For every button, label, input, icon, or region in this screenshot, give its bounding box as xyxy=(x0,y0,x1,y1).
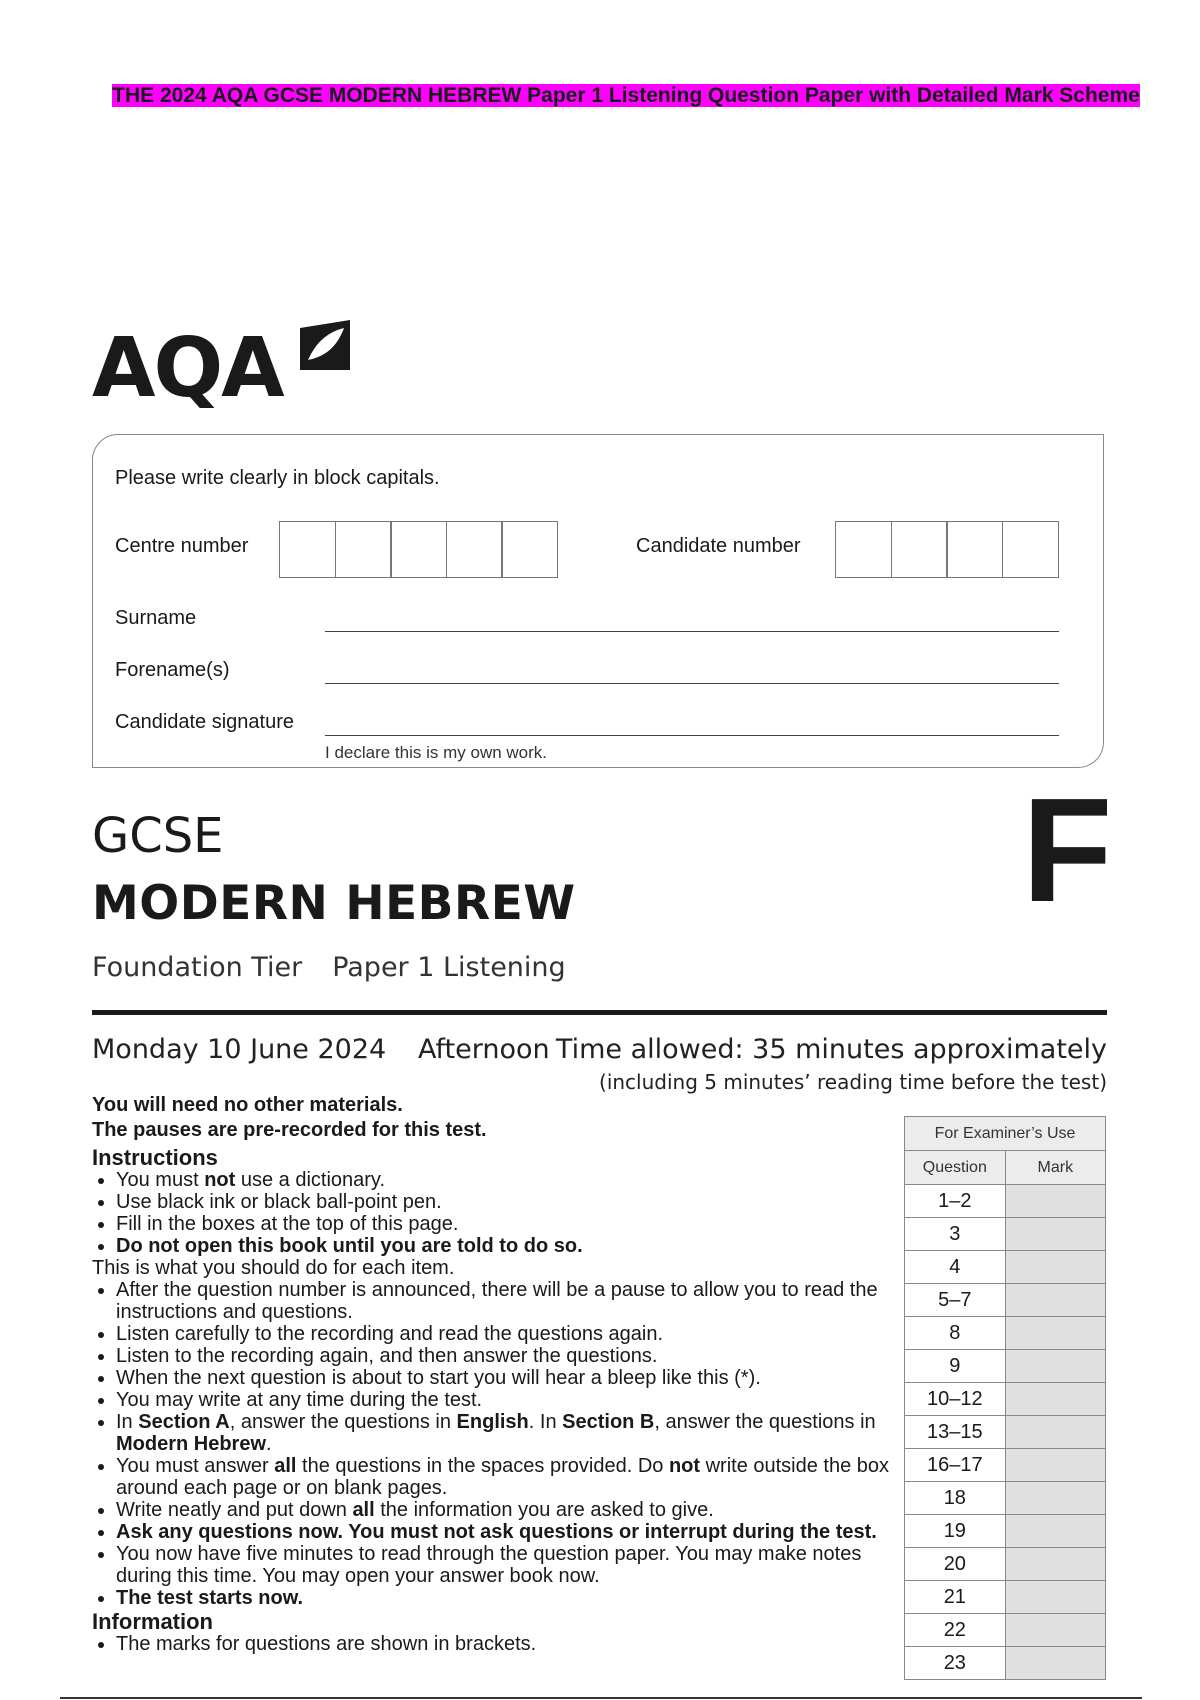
time-allowed: Time allowed: 35 minutes approximately xyxy=(555,1034,1107,1065)
mark-cell xyxy=(1005,1581,1105,1614)
question-number-cell: 1–2 xyxy=(905,1185,1006,1218)
list-item: • Use black ink or black ball-point pen. xyxy=(116,1191,892,1213)
table-row xyxy=(905,1383,1106,1416)
candidate-digit-box[interactable] xyxy=(946,521,1003,578)
question-number-cell: 5–7 xyxy=(905,1284,1006,1317)
centre-digit-box[interactable] xyxy=(279,521,336,578)
information-heading: Information xyxy=(92,1609,213,1634)
tier-line xyxy=(92,952,566,983)
mark-cell xyxy=(1005,1350,1105,1383)
list-item: • You must answer all the questions in the spaces provided. Do not write outside the box around each page or on blank pages. xyxy=(116,1455,892,1499)
materials-note: You will need no other materials. xyxy=(92,1094,403,1116)
exam-date-row xyxy=(92,1034,1107,1065)
table-row xyxy=(905,1350,1106,1383)
list-item: • After the question number is announced, there will be a pause to allow you to read the instructions and questions. xyxy=(116,1279,892,1323)
surname-field[interactable] xyxy=(325,631,1059,632)
question-number-cell: 8 xyxy=(905,1317,1006,1350)
list-item: • Ask any questions now. You must not ask questions or interrupt during the test. xyxy=(116,1521,892,1543)
declaration-text: I declare this is my own work. xyxy=(325,743,548,762)
table-row xyxy=(905,1251,1106,1284)
block-capitals-instruction: Please write clearly in block capitals. xyxy=(115,467,440,489)
table-row xyxy=(905,1515,1106,1548)
list-item: • Write neatly and put down all the information you are asked to give. xyxy=(116,1499,892,1521)
question-column-header: Question xyxy=(905,1151,1006,1185)
mark-cell xyxy=(1005,1614,1105,1647)
centre-digit-box[interactable] xyxy=(390,521,447,578)
information-list xyxy=(92,1633,892,1655)
list-item: • The test starts now. xyxy=(116,1587,892,1609)
question-number-cell: 23 xyxy=(905,1647,1006,1680)
centre-digit-box[interactable] xyxy=(335,521,392,578)
centre-number-label: Centre number xyxy=(115,535,249,557)
exam-date: Monday 10 June 2024 xyxy=(92,1034,387,1065)
paper-name: Paper 1 Listening xyxy=(332,952,566,983)
list-item: • The marks for questions are shown in brackets. xyxy=(116,1633,892,1655)
instructions-list xyxy=(92,1279,892,1609)
each-item-intro: This is what you should do for each item. xyxy=(92,1257,455,1279)
banner-title: THE 2024 AQA GCSE MODERN HEBREW Paper 1 Listening Question Paper with Detailed Mark Scheme xyxy=(112,84,1140,107)
mark-cell xyxy=(1005,1284,1105,1317)
pauses-note: The pauses are pre-recorded for this test. xyxy=(92,1119,487,1141)
tier-letter: F xyxy=(1022,768,1113,933)
forenames-field[interactable] xyxy=(325,683,1059,684)
table-row xyxy=(905,1548,1106,1581)
surname-label: Surname xyxy=(115,607,197,629)
list-item: • You must not use a dictionary. xyxy=(116,1169,892,1191)
question-number-cell: 20 xyxy=(905,1548,1006,1581)
list-item: • Listen to the recording again, and then answer the questions. xyxy=(116,1345,892,1367)
mark-cell xyxy=(1005,1548,1105,1581)
table-row xyxy=(905,1218,1106,1251)
title-divider xyxy=(92,1010,1107,1015)
question-number-cell: 16–17 xyxy=(905,1449,1006,1482)
list-item: • Listen carefully to the recording and read the questions again. xyxy=(116,1323,892,1345)
instructions-block xyxy=(92,1094,892,1655)
list-item: • You may write at any time during the test. xyxy=(116,1389,892,1411)
tier-name: Foundation Tier xyxy=(92,952,303,983)
mark-column-header: Mark xyxy=(1005,1151,1105,1185)
candidate-digit-box[interactable] xyxy=(891,521,948,578)
page-bottom-rule xyxy=(60,1697,1142,1699)
logo-text: AQA xyxy=(92,321,283,416)
aqa-mark-icon xyxy=(294,318,356,380)
table-row xyxy=(905,1647,1106,1680)
mark-cell xyxy=(1005,1515,1105,1548)
table-row xyxy=(905,1416,1106,1449)
question-number-cell: 9 xyxy=(905,1350,1006,1383)
examiner-table-title: For Examiner’s Use xyxy=(905,1117,1106,1151)
instructions-list-top xyxy=(92,1169,892,1257)
centre-number-boxes[interactable] xyxy=(279,521,557,578)
forenames-label: Forename(s) xyxy=(115,659,230,681)
table-row xyxy=(905,1482,1106,1515)
mark-cell xyxy=(1005,1317,1105,1350)
table-row xyxy=(905,1449,1106,1482)
table-row xyxy=(905,1581,1106,1614)
candidate-number-boxes[interactable] xyxy=(835,521,1057,578)
table-row xyxy=(905,1317,1106,1350)
mark-cell xyxy=(1005,1218,1105,1251)
mark-cell xyxy=(1005,1251,1105,1284)
exam-session: Afternoon xyxy=(418,1034,550,1065)
mark-cell xyxy=(1005,1482,1105,1515)
list-item: • Fill in the boxes at the top of this page. xyxy=(116,1213,892,1235)
table-row xyxy=(905,1185,1106,1218)
reading-time-note: (including 5 minutes’ reading time before the test) xyxy=(599,1070,1107,1094)
list-item: • In Section A, answer the questions in English. In Section B, answer the questions in Modern Hebrew. xyxy=(116,1411,892,1455)
table-row xyxy=(905,1614,1106,1647)
candidate-digit-box[interactable] xyxy=(1002,521,1059,578)
candidate-digit-box[interactable] xyxy=(835,521,892,578)
question-number-cell: 10–12 xyxy=(905,1383,1006,1416)
list-item: • When the next question is about to start you will hear a bleep like this (*). xyxy=(116,1367,892,1389)
subject-title: MODERN HEBREW xyxy=(92,876,576,931)
examiner-use-table xyxy=(904,1116,1106,1680)
list-item: • Do not open this book until you are told to do so. xyxy=(116,1235,892,1257)
question-number-cell: 21 xyxy=(905,1581,1006,1614)
examiner-table-body xyxy=(905,1185,1106,1680)
candidate-details-box xyxy=(92,434,1104,768)
mark-cell xyxy=(1005,1647,1105,1680)
question-number-cell: 3 xyxy=(905,1218,1006,1251)
signature-field[interactable] xyxy=(325,735,1059,736)
mark-cell xyxy=(1005,1383,1105,1416)
table-row xyxy=(905,1284,1106,1317)
question-number-cell: 19 xyxy=(905,1515,1006,1548)
aqa-logo xyxy=(92,318,362,418)
mark-cell xyxy=(1005,1185,1105,1218)
question-number-cell: 22 xyxy=(905,1614,1006,1647)
instructions-heading: Instructions xyxy=(92,1145,218,1170)
mark-cell xyxy=(1005,1449,1105,1482)
list-item: • You now have five minutes to read through the question paper. You may make notes during this time. You may open your answer book now. xyxy=(116,1543,892,1587)
signature-label: Candidate signature xyxy=(115,711,295,733)
candidate-number-label: Candidate number xyxy=(636,535,801,557)
qualification-title: GCSE xyxy=(92,808,224,864)
centre-digit-box[interactable] xyxy=(446,521,503,578)
question-number-cell: 4 xyxy=(905,1251,1006,1284)
question-number-cell: 18 xyxy=(905,1482,1006,1515)
mark-cell xyxy=(1005,1416,1105,1449)
question-number-cell: 13–15 xyxy=(905,1416,1006,1449)
centre-digit-box[interactable] xyxy=(501,521,558,578)
document-banner xyxy=(80,82,1172,110)
